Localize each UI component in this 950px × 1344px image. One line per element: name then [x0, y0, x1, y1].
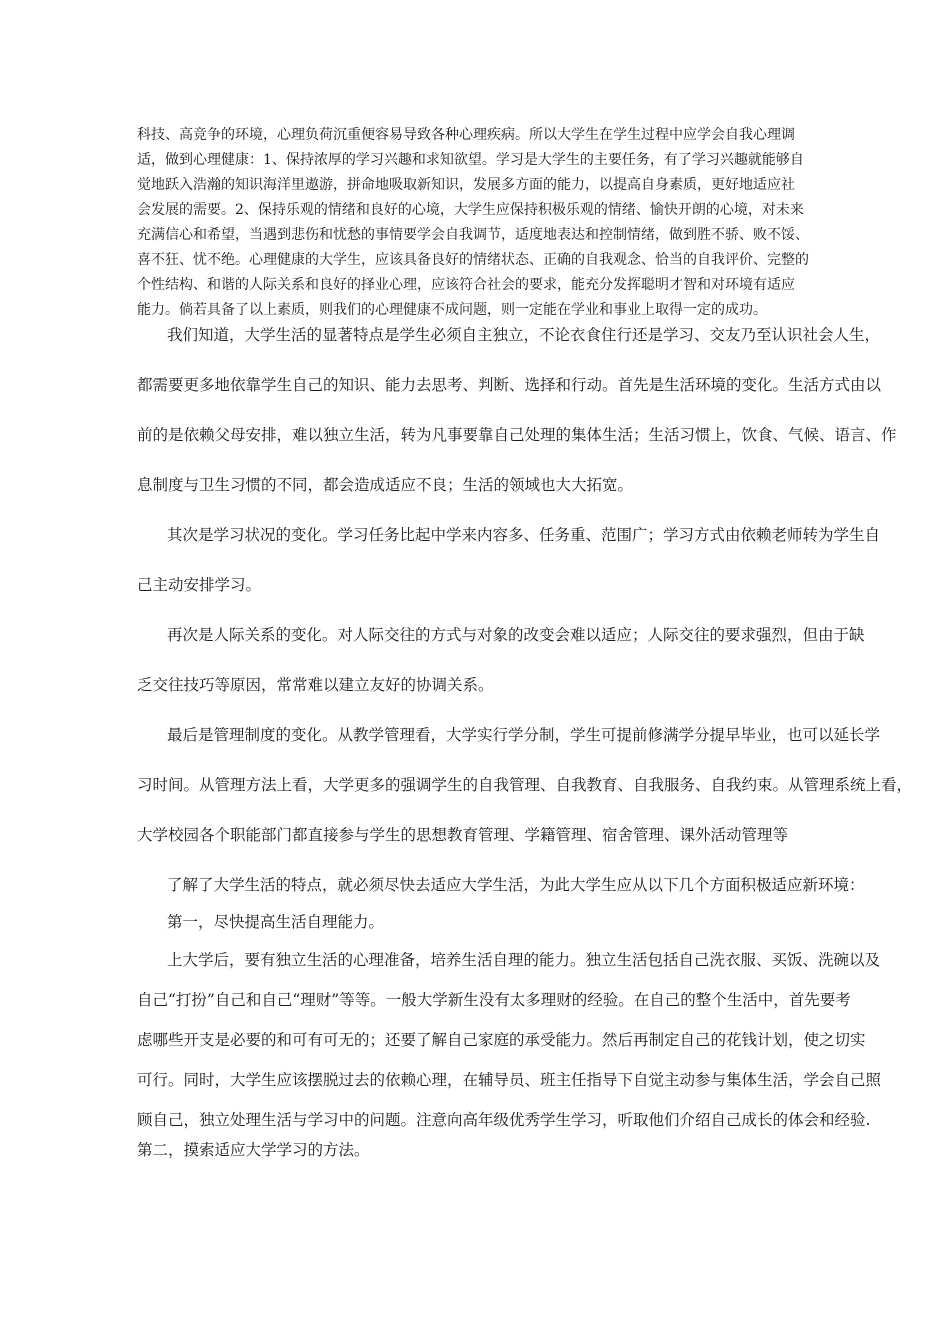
text-line: 大学校园各个职能部门都直接参与学生的思想教育管理、学籍管理、宿舍管理、课外活动管理等 [137, 826, 789, 844]
text-line: 我们知道，大学生活的显著特点是学生必须自主独立，不论衣食住行还是学习、交友乃至认识社会人生， [167, 326, 881, 344]
text-line: 息制度与卫生习惯的不同，都会造成适应不良；生活的领域也大大拓宽。 [137, 476, 634, 494]
text-line: 觉地跃入浩瀚的知识海洋里遨游，拼命地吸取新知识，发展多方面的能力，以提高自身素质，更好地适应社 [137, 177, 795, 193]
section-heading-second: 第二，摸索适应大学学习的方法。 [137, 1141, 370, 1159]
text-line: 个性结构、和谐的人际关系和良好的择业心理，应该符合社会的要求，能充分发挥聪明才智和对环境有适应 [137, 277, 795, 293]
text-line: 最后是管理制度的变化。从教学管理看，大学实行学分制，学生可提前修满学分提早毕业，也可以延长学 [167, 726, 881, 744]
text-line: 会发展的需要。2、保持乐观的情绪和良好的心境，大学生应保持积极乐观的情绪、愉快开朗的心境，对未来 [137, 202, 804, 218]
section-heading-first: 第一，尽快提高生活自理能力。 [167, 913, 385, 931]
text-line: 了解了大学生活的特点，就必须尽快去适应大学生活，为此大学生应从以下几个方面积极适应新环境： [167, 876, 865, 894]
text-line: 科技、高竞争的环境，心理负荷沉重便容易导致各种心理疾病。所以大学生在学生过程中应学会自我心理调 [137, 127, 795, 143]
text-line: 喜不狂、忧不绝。心理健康的大学生，应该具备良好的情绪状态、正确的自我观念、恰当的自我评价、完整的 [137, 252, 809, 268]
text-line: 充满信心和希望，当遇到悲伤和忧愁的事情要学会自我调节，适度地表达和控制情绪，做到胜不骄、败不馁、 [137, 227, 809, 243]
text-line: 适，做到心理健康：1、保持浓厚的学习兴趣和求知欲望。学习是大学生的主要任务，有了学习兴趣就能够自 [137, 152, 804, 168]
text-line: 顾自己，独立处理生活与学习中的问题。注意向高年级优秀学生学习，听取他们介绍自己成长的体会和经验. [137, 1111, 871, 1129]
text-line: 其次是学习状况的变化。学习任务比起中学来内容多、任务重、范围广；学习方式由依赖老师转为学生自 [167, 526, 881, 544]
text-line: 己主动安排学习。 [137, 576, 262, 594]
text-line: 能力。倘若具备了以上素质，则我们的心理健康不成问题，则一定能在学业和事业上取得一定的成功。 [137, 302, 767, 318]
text-line: 再次是人际关系的变化。对人际交往的方式与对象的改变会难以适应；人际交往的要求强烈，但由于缺 [167, 626, 865, 644]
text-line: 虑哪些开支是必要的和可有可无的；还要了解自己家庭的承受能力。然后再制定自己的花钱计划，使之切实 [137, 1031, 866, 1049]
text-line: 上大学后，要有独立生活的心理准备，培养生活自理的能力。独立生活包括自己洗衣服、买饭、洗碗以及 [167, 951, 881, 969]
text-line: 习时间。从管理方法上看，大学更多的强调学生的自我管理、自我教育、自我服务、自我约束。从管理系统上看， [137, 776, 913, 794]
text-line: 都需要更多地依靠学生自己的知识、能力去思考、判断、选择和行动。首先是生活环境的变化。生活方式由以 [137, 376, 882, 394]
text-line: 乏交往技巧等原因，常常难以建立友好的协调关系。 [137, 676, 494, 694]
text-line: 前的是依赖父母安排，难以独立生活，转为凡事要靠自己处理的集体生活；生活习惯上，饮食、气候、语言、作 [137, 426, 897, 444]
text-line: 可行。同时，大学生应该摆脱过去的依赖心理，在辅导员、班主任指导下自觉主动参与集体生活，学会自己照 [137, 1071, 882, 1089]
text-line: 自己“打扮”自己和自己“理财”等等。一般大学新生没有太多理财的经验。在自己的整个生活中，首先要考 [137, 991, 851, 1009]
